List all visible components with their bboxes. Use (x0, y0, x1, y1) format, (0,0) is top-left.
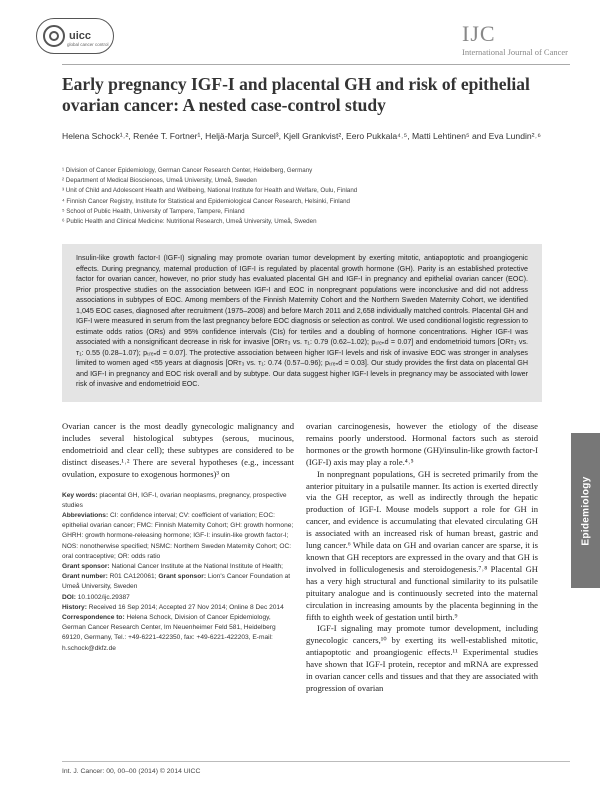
correspondence (62, 613, 294, 654)
article-title: Early pregnancy IGF-I and placental GH and risk of epithelial ovarian cancer: A nested case-control study (62, 74, 530, 115)
correspondence-label: Correspondence to: (62, 613, 125, 621)
keywords (62, 491, 294, 511)
uicc-logo (36, 18, 114, 54)
doi (62, 593, 294, 603)
logo-subtitle: global cancer control (67, 42, 109, 47)
abstract-box: Insulin-like growth factor-I (IGF-I) signaling may promote ovarian tumor development by exerting mitotic, antiapoptotic and proangiogenic effects. During pregnancy, maternal production of IGF-I is regulated by placental growth hormone (GH). Parity is an established protective factor for ovarian cancer, however, no prior study has evaluated placental GH and IGF-I in pregnancy and epithelial ovarian cancer (EOC). Prior prospective studies on the association between IGF-I and EOC in nonpregnant populations were inconclusive and did not address associations in subtypes of EOC. Among members of the Finnish Maternity Cohort and the Northern Sweden Maternity Cohort, we identified 1,045 EOC cases, diagnosed after recruitment (1975–2008) and before March 2011 and 2,658 individually matched controls. Placental GH and IGF-I were measured in serum from the last pregnancy before EOC diagnosis or selection as control. We used conditional logistic regression to estimate odds ratios (ORs) and 95% confidence intervals (CIs) for tertiles and a doubling of hormone concentrations. Higher IGF-I was associated with a nonsignificant decrease in risk for invasive [ORᴛ₃ vs. ᴛ₁: 0.79 (0.62–1.02); pₜᵣₑₙd = 0.07] and endometrioid tumors [ORᴛ₃ vs. ᴛ₁: 0.55 (0.28–1.07); pₜᵣₑₙd = 0.07]. The protective association between higher IGF-I levels and risk of invasive EOC was stronger in analyses limited to women aged <55 years at diagnosis [ORᴛ₃ vs. ᴛ₁: 0.74 (0.57–0.96); pₜᵣₑₙd = 0.03]. Our study provides the first data on placental GH and IGF-I in pregnancy and EOC risk overall and by subtype. Our data suggest higher IGF-I levels in pregnancy may be associated with lower risk of invasive and endometrioid EOC. (62, 244, 542, 402)
grant2-label: Grant sponsor: (158, 573, 207, 581)
keywords-text: placental GH, IGF-I, ovarian neoplasms, pregnancy, prospective studies (62, 491, 287, 509)
journal-abbreviation: IJC (462, 21, 496, 46)
left-column (62, 421, 294, 654)
logo-text: uicc (69, 29, 92, 42)
affiliation-item: ¹ Division of Cancer Epidemiology, German Cancer Research Center, Heidelberg, Germany (62, 167, 313, 174)
doi-link[interactable]: 10.1002/ijc.29387 (75, 593, 130, 601)
journal-header (462, 22, 568, 57)
side-tab-label: Epidemiology (580, 475, 591, 546)
affiliation-item: ⁴ Finnish Cancer Registry, Institute for Statistical and Epidemiological Cancer Research, Helsinki, Finland (62, 197, 350, 205)
body-paragraph: In nonpregnant populations, GH is secreted primarily from the anterior pituitary in a pulsatile manner. Its action is exerted directly via the GH receptor, as well as indirectly through the hepatic production of IGF-I. Mouse models support a role for GH in cancer, and evidence is accumulating that elevated circulating GH is associated with an increased risk of human breast, gastric and lung cancer.⁶ While data on GH and ovarian cancer are sparse, it is known that GH receptors are expressed in the ovary and that GH is involved in folliculogenesis and steroidogenesis.⁷˒⁸ Placental GH has a very high structural and functional similarity to its pulsatile pituitary analogue and is continuously secreted into the maternal circulation in increasing amounts by the placenta beginning in the fifth to eighth week of gestation until birth.⁹ (306, 468, 538, 622)
abbreviations (62, 511, 294, 562)
body-paragraph: ovarian carcinogenesis, however the etiology of the disease remains poorly understood. Hormonal factors such as steroid hormones or the growth hormone (GH)/insulin-like growth factor-I (IGF-I) axis may play a role.⁴˒⁵ (306, 421, 538, 467)
grant-text: National Cancer Institute at the National Institute of Health; (109, 562, 283, 570)
history-text: Received 16 Sep 2014; Accepted 27 Nov 2014; Online 8 Dec 2014 (86, 603, 284, 611)
affiliation-item: ⁶ Public Health and Clinical Medicine: Nutritional Research, Umeå University, Umeå, Sweden (62, 218, 317, 226)
intro-paragraph: Ovarian cancer is the most deadly gynecologic malignancy and includes several histological subtypes (serous, mucinous, endometrioid and clear cell); these subtypes are considered to be distinct diseases.¹˒² There are several hypotheses (e.g., incessant ovulation, exposure to exogenous hormones)³ on (62, 421, 294, 479)
uicc-logo-icon (43, 25, 65, 47)
abbreviations-label: Abbreviations: (62, 511, 109, 519)
grant-info (62, 562, 294, 593)
footer-divider (62, 761, 570, 762)
affiliation-item: ³ Unit of Child and Adolescent Health and Wellbeing, National Institute for Health and Welfare, Oulu, Finland (62, 187, 358, 195)
history-label: History: (62, 603, 87, 611)
affiliation-item: ² Department of Medical Biosciences, Umeå University, Umeå, Sweden (62, 177, 257, 185)
grant2-text: Lion's Cancer Foundation at Umeå University, Sweden (62, 573, 291, 591)
header-divider (62, 64, 570, 65)
journal-full-name: International Journal of Cancer (462, 47, 568, 57)
abbreviations-text: CI: confidence interval; CV: coefficient of variation; EOC: epithelial ovarian cancer; FMC: Finnish Maternity Cohort; GH: growth hormone; GHRH: growth hormone-releasing hormone; IGF-I: insulin-like growth factor-I; NOS: nonotherwise specified; NSMC: Northern Sweden Maternity Cohort; OC: oral contraceptive; OR: odds ratio (62, 511, 294, 560)
author-list: Helena Schock¹˒², Renée T. Fortner¹, Heljä-Marja Surcel³, Kjell Grankvist², Eero Pukkala⁴˒⁵, Matti Lehtinen⁵ and Eva Lundin²˒⁶ (62, 131, 541, 141)
history (62, 603, 294, 613)
doi-label: DOI: (62, 593, 76, 601)
grant-label: Grant sponsor: (62, 562, 110, 570)
right-column (306, 421, 538, 695)
page-footer: Int. J. Cancer: 00, 00–00 (2014) © 2014 UICC (62, 768, 201, 775)
grant-number: R01 CA120061; (107, 573, 159, 581)
article-metadata (62, 491, 294, 654)
affiliations (62, 166, 542, 227)
keywords-label: Key words: (62, 491, 98, 499)
correspondence-text: Helena Schock, Division of Cancer Epidemiology, German Cancer Research Center, Im Neuenheimer Feld 581, Heidelberg 69120, Germany, Tel.: +49-6221-422350, fax: +49-6221-422203, E-mail: h.schock@dkfz.de (62, 613, 276, 652)
affiliation-item: ⁵ School of Public Health, University of Tampere, Tampere, Finland (62, 207, 245, 215)
body-paragraph: IGF-I signaling may promote tumor development, including gynecologic cancers,¹⁰ by exerting its well-established mitotic, antiapoptotic and proangiogenic effects.¹¹ Experimental studies have shown that IGF-I protein, receptor and mRNA are expressed in ovarian cancer cells and tissues and that they are associated with progression of ovarian (306, 623, 538, 693)
grant-number-label: Grant number: (62, 573, 108, 581)
section-side-tab (571, 433, 600, 588)
